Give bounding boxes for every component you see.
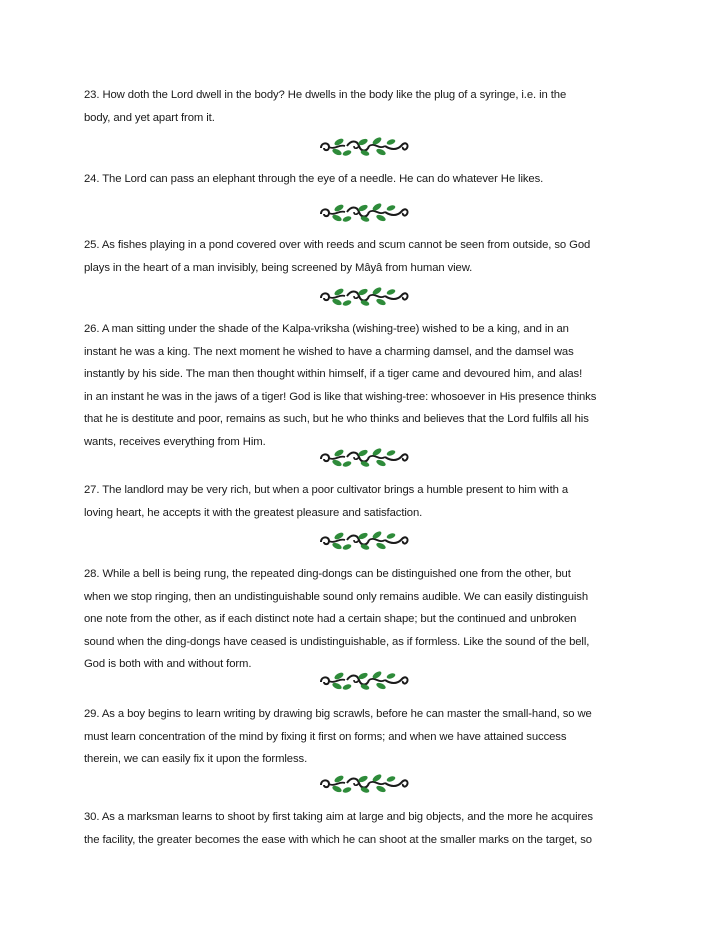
text-line: wants, receives everything from Him. xyxy=(84,435,266,448)
text-line: 28. While a bell is being rung, the repeated ding-dongs can be distinguished one from the other, but xyxy=(84,568,571,580)
vine-scroll-divider-icon xyxy=(317,668,413,692)
text-line: in an instant he was in the jaws of a tiger! God is like that wishing-tree: whosoever in His presence thinks xyxy=(84,390,597,403)
text-line: 29. As a boy begins to learn writing by drawing big scrawls, before he can master the small-hand, so we xyxy=(84,708,592,720)
text-line: loving heart, he accepts it with the greatest pleasure and satisfaction. xyxy=(84,506,423,519)
vine-scroll-divider-icon xyxy=(317,134,413,158)
vine-scroll-divider-icon xyxy=(317,528,413,552)
paragraph-27 xyxy=(84,479,654,524)
vine-scroll-divider-icon xyxy=(317,445,413,469)
paragraph-29 xyxy=(84,703,654,771)
text-line: instantly by his side. The man then thought within himself, if a tiger came and devoured him, and alas! xyxy=(84,368,583,381)
text-line: 26. A man sitting under the shade of the Kalpa-vriksha (wishing-tree) wished to be a king, and in an xyxy=(84,323,569,335)
text-line: 23. How doth the Lord dwell in the body? He dwells in the body like the plug of a syringe, i.e. in the xyxy=(84,89,567,101)
text-line: 27. The landlord may be very rich, but when a poor cultivator brings a humble present to him with a xyxy=(84,484,569,496)
text-line: the facility, the greater becomes the ease with which he can shoot at the smaller marks on the target, so xyxy=(84,833,592,846)
paragraph-23 xyxy=(84,84,654,129)
paragraph-30 xyxy=(84,806,654,851)
text-line: instant he was a king. The next moment he wished to have a charming damsel, and the damsel was xyxy=(84,345,574,358)
text-line: God is both with and without form. xyxy=(84,658,252,671)
text-line: when we stop ringing, then an undistinguishable sound only remains audible. We can easily distinguish xyxy=(84,590,589,603)
text-line: one note from the other, as if each distinct note had a certain shape; but the continued and unbroken xyxy=(84,613,577,626)
vine-scroll-divider-icon xyxy=(317,771,413,795)
paragraph-28 xyxy=(84,563,654,676)
paragraph-25 xyxy=(84,234,654,279)
text-line: sound when the ding-dongs have ceased is undistinguishable, as if formless. Like the sound of the bell, xyxy=(84,635,590,648)
text-line: 24. The Lord can pass an elephant through the eye of a needle. He can do whatever He likes. xyxy=(84,173,544,185)
vine-scroll-divider-icon xyxy=(317,284,413,308)
text-line: must learn concentration of the mind by fixing it first on forms; and when we have attained success xyxy=(84,730,567,743)
text-line: therein, we can easily fix it upon the formless. xyxy=(84,753,308,766)
paragraph-26 xyxy=(84,318,654,454)
text-line: plays in the heart of a man invisibly, being screened by Mâyâ from human view. xyxy=(84,261,473,274)
vine-scroll-divider-icon xyxy=(317,200,413,224)
text-line: that he is destitute and poor, remains as such, but he who thinks and believes that the Lord fulfils all his xyxy=(84,413,589,426)
text-line: 30. As a marksman learns to shoot by first taking aim at large and big objects, and the more he acquires xyxy=(84,811,593,823)
text-line: 25. As fishes playing in a pond covered over with reeds and scum cannot be seen from outside, so God xyxy=(84,239,591,251)
paragraph-24 xyxy=(84,168,654,191)
text-line: body, and yet apart from it. xyxy=(84,111,215,124)
